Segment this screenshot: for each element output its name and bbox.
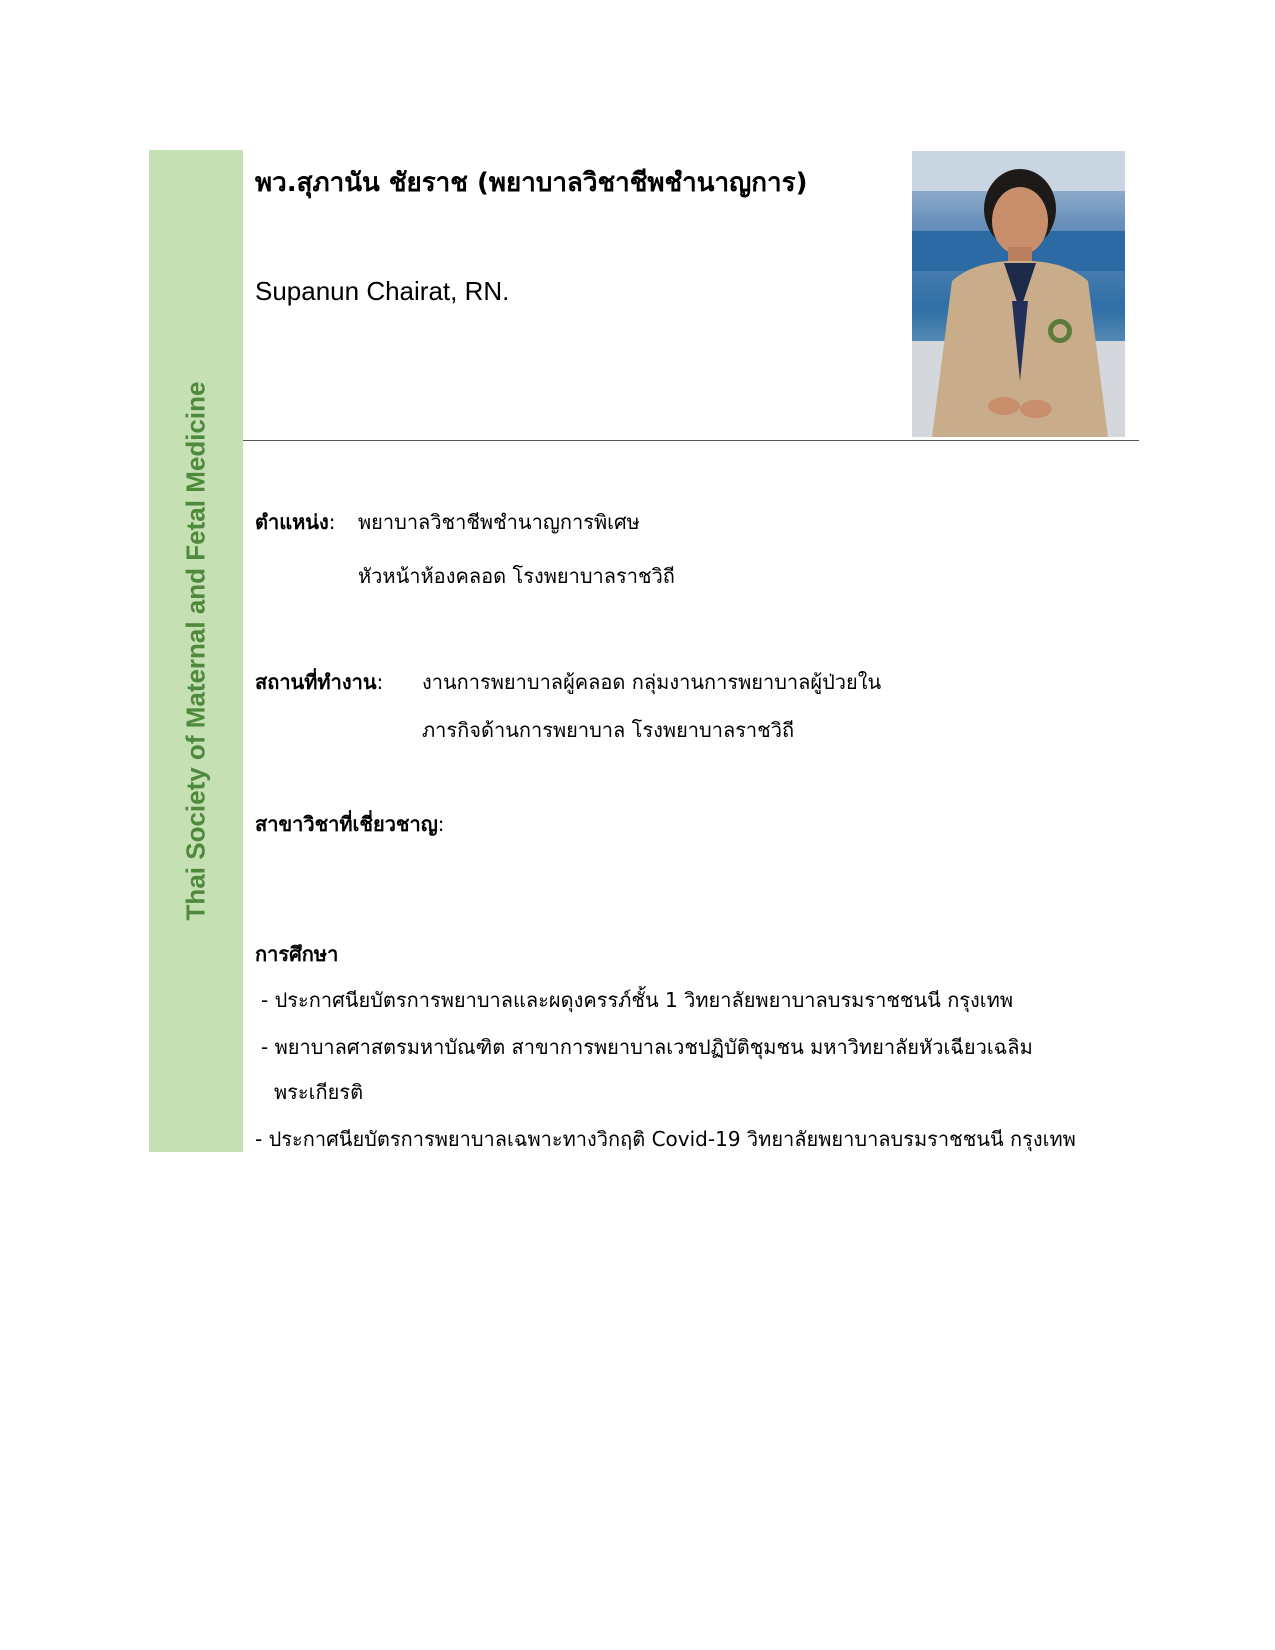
education-item-1: - ประกาศนียบัตรการพยาบาลและผดุงครรภ์ชั้น 1 วิทยาลัยพยาบาลบรมราชชนนี กรุงเทพ — [261, 988, 1014, 1012]
expertise-label: สาขาวิชาที่เชี่ยวชาญ — [255, 812, 438, 836]
workplace-row — [255, 666, 383, 698]
position-label: ตำแหน่ง — [255, 510, 329, 534]
position-line-2: หัวหน้าห้องคลอด โรงพยาบาลราชวิถี — [358, 564, 675, 588]
position-row — [255, 506, 335, 538]
workplace-colon: : — [376, 670, 384, 694]
name-english: Supanun Chairat, RN. — [255, 276, 510, 306]
name-thai: พว.สุภานัน ชัยราช (พยาบาลวิชาชีพชำนาญการ) — [255, 168, 808, 198]
portrait-illustration — [912, 151, 1125, 437]
workplace-line-2: ภารกิจด้านการพยาบาล โรงพยาบาลราชวิถี — [422, 718, 795, 742]
education-item-2: - พยาบาลศาสตรมหาบัณฑิต สาขาการพยาบาลเวชปฏิบัติชุมชน มหาวิทยาลัยหัวเฉียวเฉลิม — [261, 1035, 1033, 1059]
expertise-row — [255, 808, 445, 840]
sidebar-band — [149, 150, 243, 1152]
education-item-2-continued: พระเกียรติ — [274, 1080, 364, 1104]
education-heading: การศึกษา — [255, 942, 339, 966]
position-line-1: พยาบาลวิชาชีพชำนาญการพิเศษ — [358, 510, 640, 534]
workplace-label: สถานที่ทำงาน — [255, 670, 377, 694]
position-colon: : — [328, 510, 336, 534]
expertise-colon: : — [437, 812, 445, 836]
header-divider — [243, 440, 1139, 441]
society-name: Thai Society of Maternal and Fetal Medicine — [180, 381, 211, 921]
portrait-photo — [912, 151, 1125, 437]
workplace-line-1: งานการพยาบาลผู้คลอด กลุ่มงานการพยาบาลผู้ป่วยใน — [422, 670, 882, 694]
education-item-3: - ประกาศนียบัตรการพยาบาลเฉพาะทางวิกฤติ Covid-19 วิทยาลัยพยาบาลบรมราชชนนี กรุงเทพ — [255, 1127, 1076, 1151]
